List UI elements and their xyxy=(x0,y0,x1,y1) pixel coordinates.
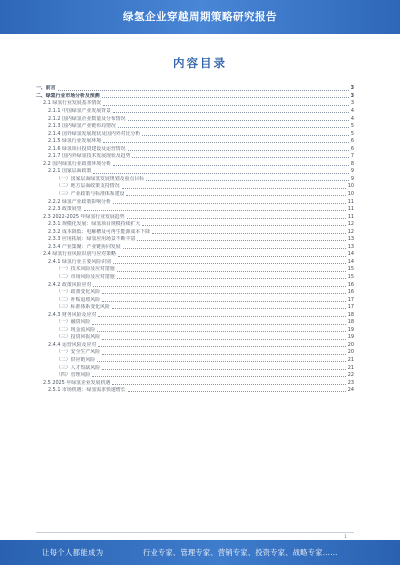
toc-entry-page: 22 xyxy=(347,372,354,379)
toc-entry-page: 3 xyxy=(350,100,354,107)
toc-entry-label: 2.1.5 绿氢行业发展环境 xyxy=(48,138,102,145)
toc-leader-dots xyxy=(102,301,346,302)
footer-tagline: 行业专家、管理专家、营销专家、投资专家、战略专家…… xyxy=(143,548,338,557)
toc-entry[interactable] xyxy=(36,160,354,168)
toc-leader-dots xyxy=(122,188,346,189)
toc-entry-label: （二）现金流风险 xyxy=(56,326,96,333)
toc-entry-label: 2.4.4 运营风险及应对 xyxy=(48,341,97,348)
toc-leader-dots xyxy=(142,135,349,136)
toc-leader-dots xyxy=(118,127,349,128)
report-title: 绿氢企业穿越周期策略研究报告 xyxy=(123,11,277,23)
toc-entry-page: 19 xyxy=(347,334,354,341)
toc-leader-dots xyxy=(98,346,346,347)
toc-entry-label: 2.2 国内绿氢行业政策环境分析 xyxy=(43,160,112,167)
toc-entry-label: （三）投资回报风险 xyxy=(56,334,101,341)
toc-leader-dots xyxy=(113,165,349,166)
toc-entry[interactable] xyxy=(36,296,354,304)
toc-entry[interactable] xyxy=(36,387,354,395)
toc-entry-page: 18 xyxy=(347,319,354,326)
toc-entry-page: 24 xyxy=(347,387,354,394)
toc-entry[interactable] xyxy=(36,236,354,244)
toc-leader-dots xyxy=(132,157,348,158)
toc-entry-label: （三）人才短缺风险 xyxy=(56,364,101,371)
toc-entry-page: 13 xyxy=(347,236,354,243)
toc-entry-label: （一）融资风险 xyxy=(56,319,91,326)
toc-entry-page: 8 xyxy=(350,160,354,167)
toc-entry[interactable] xyxy=(36,130,354,138)
toc-leader-dots xyxy=(97,331,346,332)
toc-entry[interactable] xyxy=(36,281,354,289)
toc-entry[interactable] xyxy=(36,100,354,108)
toc-entry[interactable] xyxy=(36,85,354,93)
toc-leader-dots xyxy=(97,361,346,362)
toc-leader-dots xyxy=(93,173,349,174)
toc-leader-dots xyxy=(102,339,346,340)
toc-entry-label: 2.4.3 财务风险及应对 xyxy=(48,311,97,318)
toc-entry-label: （二）市场风险及应对措施 xyxy=(56,274,115,281)
toc-entry-page: 3 xyxy=(350,85,354,92)
toc-entry-label: 2.1.7 国内外绿氢技术发展现状及趋势 xyxy=(48,153,131,160)
toc-entry-page: 9 xyxy=(350,175,354,182)
toc-leader-dots xyxy=(103,142,349,143)
toc-entry-page: 13 xyxy=(347,243,354,250)
toc-leader-dots xyxy=(92,324,346,325)
toc-entry-page: 15 xyxy=(347,274,354,281)
toc-entry[interactable] xyxy=(36,108,354,116)
toc-entry-page: 18 xyxy=(347,311,354,318)
toc-entry-label: 2.1.4 国外绿氢发展现状及国内外对比分析 xyxy=(48,130,141,137)
toc-entry-label: 2.3.4 产业集聚：产业链协同发展 xyxy=(48,243,121,250)
toc-entry-page: 16 xyxy=(347,289,354,296)
toc-entry[interactable] xyxy=(36,357,354,365)
toc-entry-label: 二、绿氢行业市场分析及预测 xyxy=(36,92,100,99)
toc-entry-label: 2.3.1 规模化发展：绿氢项目规模持续扩大 xyxy=(48,221,141,228)
toc-entry[interactable] xyxy=(36,243,354,251)
toc-leader-dots xyxy=(84,210,346,211)
toc-leader-dots xyxy=(102,293,346,294)
toc-entry-page: 11 xyxy=(347,198,354,205)
toc-entry-page: 6 xyxy=(350,138,354,145)
toc-entry-page: 12 xyxy=(347,228,354,235)
toc-entry-page: 12 xyxy=(347,221,354,228)
toc-entry-label: （四）管理风险 xyxy=(56,372,91,379)
toc-leader-dots xyxy=(126,195,345,196)
toc-entry[interactable] xyxy=(36,206,354,214)
toc-leader-dots xyxy=(128,120,349,121)
toc-entry[interactable] xyxy=(36,364,354,372)
toc-entry[interactable] xyxy=(36,289,354,297)
toc-heading: 内容目录 xyxy=(173,56,227,70)
toc-entry-page: 11 xyxy=(347,213,354,220)
toc-entry-label: 2.3.3 应用拓展：绿氢应用场景不断丰富 xyxy=(48,236,136,243)
footer-slogan: 让每个人都能成为 xyxy=(42,548,104,557)
toc-leader-dots xyxy=(123,248,346,249)
toc-entry-page: 4 xyxy=(350,107,354,114)
toc-leader-dots xyxy=(128,391,346,392)
toc-entry-label: 2.5 2025 年绿氢企业发展机遇 xyxy=(43,379,111,386)
toc-entry-label: 2.4.1 绿氢行业主要风险识别 xyxy=(48,258,111,265)
toc-entry-label: 2.1.3 国内绿氢产业链布局情况 xyxy=(48,123,116,130)
toc-entry-label: 2.2.1 国家层面政策 xyxy=(48,168,92,175)
toc-entry[interactable] xyxy=(36,93,354,101)
toc-entry-page: 11 xyxy=(347,206,354,213)
toc-entry-label: （三）标准体系变化风险 xyxy=(56,304,110,311)
toc-entry-page: 5 xyxy=(350,123,354,130)
content-divider xyxy=(36,532,354,533)
toc-entry-label: （一）政策变化风险 xyxy=(56,289,101,296)
toc-entry-page: 20 xyxy=(347,349,354,356)
toc-entry[interactable] xyxy=(36,304,354,312)
toc-entry[interactable] xyxy=(36,221,354,229)
toc-leader-dots xyxy=(93,286,345,287)
table-of-contents xyxy=(36,85,354,394)
toc-entry-page: 19 xyxy=(347,326,354,333)
page-header-band xyxy=(0,0,400,34)
toc-entry[interactable] xyxy=(36,311,354,319)
toc-entry[interactable] xyxy=(36,168,354,176)
toc-entry[interactable] xyxy=(36,145,354,153)
toc-entry[interactable] xyxy=(36,198,354,206)
toc-entry-page: 6 xyxy=(350,145,354,152)
toc-leader-dots xyxy=(58,90,349,91)
toc-entry-label: 2.4.2 政策风险应对 xyxy=(48,281,92,288)
toc-entry[interactable] xyxy=(36,372,354,380)
toc-entry-label: （二）地方层面政策支持情况 xyxy=(56,183,120,190)
toc-entry[interactable] xyxy=(36,183,354,191)
toc-entry-page: 10 xyxy=(347,191,354,197)
toc-leader-dots xyxy=(92,376,346,377)
toc-leader-dots xyxy=(152,233,346,234)
toc-entry[interactable] xyxy=(36,266,354,274)
toc-entry-page: 4 xyxy=(350,115,354,122)
toc-leader-dots xyxy=(127,218,346,219)
toc-entry[interactable] xyxy=(36,319,354,327)
toc-entry-label: （二）供应链风险 xyxy=(56,357,96,364)
toc-leader-dots xyxy=(112,308,346,309)
toc-entry[interactable] xyxy=(36,153,354,161)
toc-entry-label: 2.1.6 绿氢项目投资建设及运营情况 xyxy=(48,145,126,152)
toc-entry-page: 14 xyxy=(347,251,354,258)
toc-entry-page: 17 xyxy=(347,304,354,311)
toc-entry[interactable] xyxy=(36,334,354,342)
toc-entry-label: （一）技术风险及应对措施 xyxy=(56,266,115,273)
toc-leader-dots xyxy=(102,97,349,98)
toc-leader-dots xyxy=(113,112,349,113)
toc-entry-page: 7 xyxy=(350,153,354,160)
toc-leader-dots xyxy=(146,180,349,181)
toc-entry-label: 2.1.2 国内绿氢企业数量及分布情况 xyxy=(48,115,126,122)
toc-entry[interactable] xyxy=(36,191,354,199)
toc-leader-dots xyxy=(103,105,349,106)
page-number: 1 xyxy=(344,535,347,540)
toc-entry[interactable] xyxy=(36,274,354,282)
toc-entry-page: 17 xyxy=(347,296,354,303)
toc-leader-dots xyxy=(142,225,346,226)
toc-entry[interactable] xyxy=(36,259,354,267)
toc-entry-page: 9 xyxy=(350,168,354,175)
toc-leader-dots xyxy=(113,263,346,264)
toc-entry-label: 2.3.2 成本降低：电解槽及可再生能源成本下降 xyxy=(48,228,151,235)
toc-entry-label: 2.4 绿氢行业风险识别与应对策略 xyxy=(43,251,116,258)
toc-leader-dots xyxy=(102,369,346,370)
toc-entry-label: （一）国家层面绿氢发展规划及重点目标 xyxy=(56,175,145,182)
toc-entry-page: 5 xyxy=(350,130,354,137)
toc-entry-label: 2.2.3 政策展望 xyxy=(48,206,82,213)
toc-entry-page: 14 xyxy=(347,258,354,265)
toc-entry-page: 10 xyxy=(347,183,354,190)
toc-entry[interactable] xyxy=(36,176,354,184)
toc-entry[interactable] xyxy=(36,342,354,350)
toc-leader-dots xyxy=(102,354,346,355)
toc-entry[interactable] xyxy=(36,379,354,387)
toc-leader-dots xyxy=(137,240,345,241)
toc-entry-label: 2.1.1 中国绿氢产业发展背景 xyxy=(48,107,111,114)
toc-entry[interactable] xyxy=(36,213,354,221)
toc-leader-dots xyxy=(98,316,346,317)
toc-entry[interactable] xyxy=(36,327,354,335)
toc-entry-page: 23 xyxy=(347,379,354,386)
toc-entry-label: 2.3 2022-2025 年绿氢行业发展趋势 xyxy=(43,213,125,220)
toc-leader-dots xyxy=(118,256,346,257)
toc-leader-dots xyxy=(113,203,346,204)
toc-entry-page: 16 xyxy=(347,281,354,288)
toc-entry-page: 21 xyxy=(347,357,354,364)
toc-entry[interactable] xyxy=(36,228,354,236)
toc-entry-page: 3 xyxy=(350,92,354,99)
toc-entry[interactable] xyxy=(36,138,354,146)
toc-entry-label: 2.2.2 绿氢产业政策影响分析 xyxy=(48,198,111,205)
toc-leader-dots xyxy=(117,271,346,272)
toc-leader-dots xyxy=(128,150,349,151)
toc-entry-page: 21 xyxy=(347,364,354,371)
toc-leader-dots xyxy=(112,384,345,385)
toc-entry[interactable] xyxy=(36,251,354,259)
toc-entry[interactable] xyxy=(36,123,354,131)
toc-entry-page: 20 xyxy=(347,341,354,348)
toc-leader-dots xyxy=(117,278,346,279)
toc-entry-page: 15 xyxy=(347,266,354,273)
toc-entry-label: 一、前言 xyxy=(36,85,56,92)
toc-entry-label: （一）安全生产风险 xyxy=(56,349,101,356)
toc-entry[interactable] xyxy=(36,349,354,357)
toc-entry-label: （三）产业政策与标准体系建设 xyxy=(56,191,125,197)
toc-entry-label: 2.5.1 市场机遇：绿氢需求快速增长 xyxy=(48,387,126,394)
toc-entry[interactable] xyxy=(36,115,354,123)
toc-entry-label: （二）补贴退坡风险 xyxy=(56,296,101,303)
footer-band xyxy=(0,540,400,565)
toc-entry-label: 2.1 绿氢行业发展基本情况 xyxy=(43,100,102,107)
